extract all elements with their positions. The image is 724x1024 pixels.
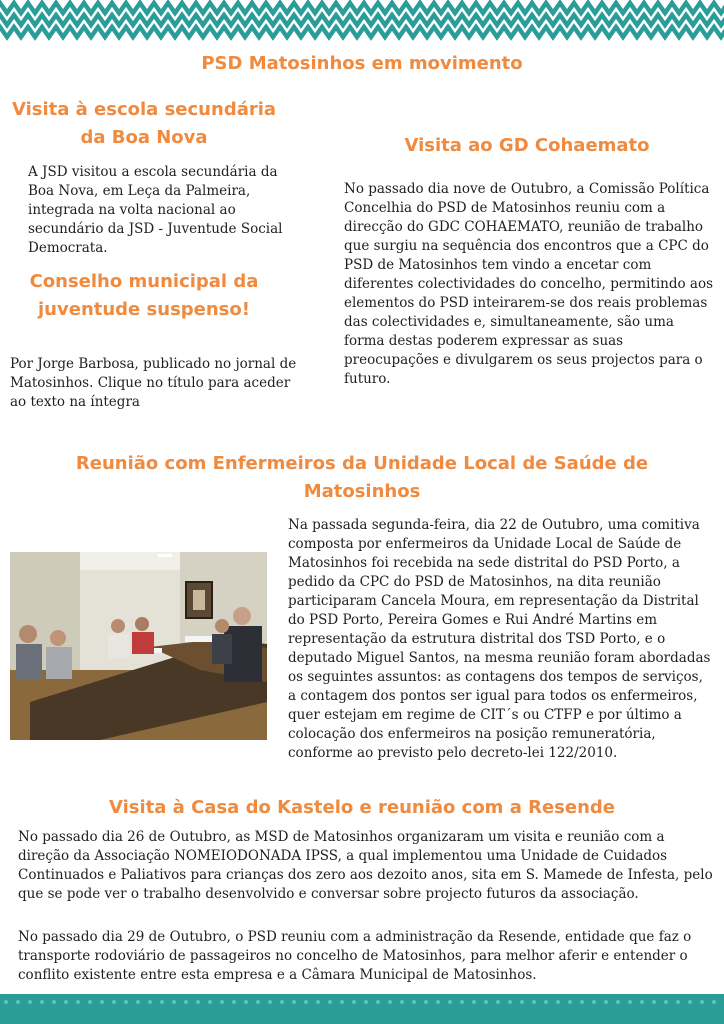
band-dot (76, 1000, 80, 1004)
band-dot (184, 1000, 188, 1004)
band-dot (604, 1000, 608, 1004)
band-dot (544, 1000, 548, 1004)
meeting-photo (10, 552, 267, 740)
band-dot (388, 1000, 392, 1004)
conselho-title-line-2: juventude suspenso! (38, 299, 250, 320)
band-dot (712, 1000, 716, 1004)
band-dot (700, 1000, 704, 1004)
band-dot (16, 1000, 20, 1004)
band-dot (256, 1000, 260, 1004)
band-dot (328, 1000, 332, 1004)
conselho-body: Por Jorge Barbosa, publicado no jornal de Matosinhos. Clique no título para aceder ao texto na íntegra (10, 356, 297, 410)
zigzag-row (0, 3, 724, 13)
conselho-title-line-1: Conselho municipal da (29, 271, 259, 292)
band-dot (640, 1000, 644, 1004)
band-dot (436, 1000, 440, 1004)
zigzag-top-border (0, 0, 724, 44)
band-dot (124, 1000, 128, 1004)
band-dot (460, 1000, 464, 1004)
resende-body: No passado dia 29 de Outubro, o PSD reuniu com a administração da Resende, entidade que faz o transporte rodoviário de passageiros no concelho de Matosinhos, para melhor aferir e entender o conflito existente entre esta empresa e a Câmara Municipal de Matosinhos. (18, 929, 692, 983)
conselho-title[interactable] (0, 268, 288, 324)
band-dot (64, 1000, 68, 1004)
band-dot (448, 1000, 452, 1004)
kastelo-title[interactable]: Visita à Casa do Kastelo e reunião com a Resende (108, 797, 616, 818)
band-dot (676, 1000, 680, 1004)
band-dot (316, 1000, 320, 1004)
band-dot (532, 1000, 536, 1004)
band-dot (484, 1000, 488, 1004)
bottom-teal-band (0, 994, 724, 1024)
band-dot (592, 1000, 596, 1004)
escola-title-line-1: Visita à escola secundária (11, 99, 277, 120)
band-dot (364, 1000, 368, 1004)
band-dot (100, 1000, 104, 1004)
band-dot (616, 1000, 620, 1004)
band-dot (160, 1000, 164, 1004)
band-dot (688, 1000, 692, 1004)
band-dot (220, 1000, 224, 1004)
band-dot (40, 1000, 44, 1004)
kastelo-body-1: No passado dia 26 de Outubro, as MSD de Matosinhos organizaram um visita e reunião com a direção da Associação NOMEIODONADA IPSS, a qual implementou uma Unidade de Cuidados Continuados e Paliativos para crianças dos zero aos dezoito anos, sita em S. Mamede de Infesta, pelo que se pode ver o trabalho desenvolvido e conversar sobre projecto futuros da associação. (18, 829, 713, 902)
band-dot (304, 1000, 308, 1004)
band-dot (376, 1000, 380, 1004)
band-dot (520, 1000, 524, 1004)
enfermeiros-title-line-2: Matosinhos (303, 481, 421, 502)
enfermeiros-title[interactable] (0, 450, 724, 506)
escola-title[interactable] (0, 96, 288, 152)
band-dot (292, 1000, 296, 1004)
band-dot (352, 1000, 356, 1004)
band-dot (52, 1000, 56, 1004)
band-dot (340, 1000, 344, 1004)
band-dot (568, 1000, 572, 1004)
band-dot (508, 1000, 512, 1004)
band-dot (664, 1000, 668, 1004)
enfermeiros-body: Na passada segunda-feira, dia 22 de Outubro, uma comitiva composta por enfermeiros da Unidade Local de Saúde de Matosinhos foi recebida na sede distrital do PSD Porto, a pedido da CPC do PSD de Matosinhos, na dita reunião participaram Cancela Moura, em representação da Distrital do PSD Porto, Pereira Gomes e Rui André Martins em representação da estrutura distrital dos TSD Porto, e o deputado Miguel Santos, na mesma reunião foram abordadas os seguintes assuntos: as contagens dos tempos de serviços, a contagem dos pontos ser igual para todos os enfermeiros, quer estejam em regime de CIT´s ou CTFP e por último a colocação dos enfermeiros na posição remuneratória, conforme ao previsto pelo decreto-lei 122/2010. (288, 517, 711, 761)
band-dot (628, 1000, 632, 1004)
band-dot (172, 1000, 176, 1004)
band-dot (112, 1000, 116, 1004)
band-dot (208, 1000, 212, 1004)
band-dot (400, 1000, 404, 1004)
escola-title-line-2: da Boa Nova (80, 127, 208, 148)
band-dot (424, 1000, 428, 1004)
band-dot (412, 1000, 416, 1004)
zigzag-row (0, 15, 724, 25)
enfermeiros-title-line-1: Reunião com Enfermeiros da Unidade Local de Saúde de (75, 453, 649, 474)
band-dot (244, 1000, 248, 1004)
zigzag-row (0, 27, 724, 37)
escola-body: A JSD visitou a escola secundária da Boa Nova, em Leça da Palmeira, integrada na volta nacional ao secundário da JSD - Juventude Social Democrata. (28, 164, 283, 256)
band-dot (196, 1000, 200, 1004)
band-dot (652, 1000, 656, 1004)
band-dot (556, 1000, 560, 1004)
page-title: PSD Matosinhos em movimento (201, 53, 523, 74)
meeting-photo-illustration (10, 552, 267, 740)
band-dot (580, 1000, 584, 1004)
band-dot (268, 1000, 272, 1004)
band-dot (232, 1000, 236, 1004)
cohaemato-title[interactable]: Visita ao GD Cohaemato (404, 135, 650, 156)
band-dot (88, 1000, 92, 1004)
band-dot (148, 1000, 152, 1004)
band-dot (136, 1000, 140, 1004)
band-dot (496, 1000, 500, 1004)
band-dot (280, 1000, 284, 1004)
band-dot (4, 1000, 8, 1004)
band-dot (472, 1000, 476, 1004)
cohaemato-body: No passado dia nove de Outubro, a Comissão Política Concelhia do PSD de Matosinhos reuniu com a direcção do GDC COHAEMATO, reunião de trabalho que surgiu na sequência dos encontros que a CPC do PSD de Matosinhos tem vindo a encetar com diferentes colectividades do concelho, permitindo aos elementos do PSD inteirarem-se dos reais problemas das colectividades e, simultaneamente, são uma forma destas poderem expressar as suas preocupações e divulgarem os seus projectos para o futuro. (344, 181, 714, 387)
band-dot (28, 1000, 32, 1004)
